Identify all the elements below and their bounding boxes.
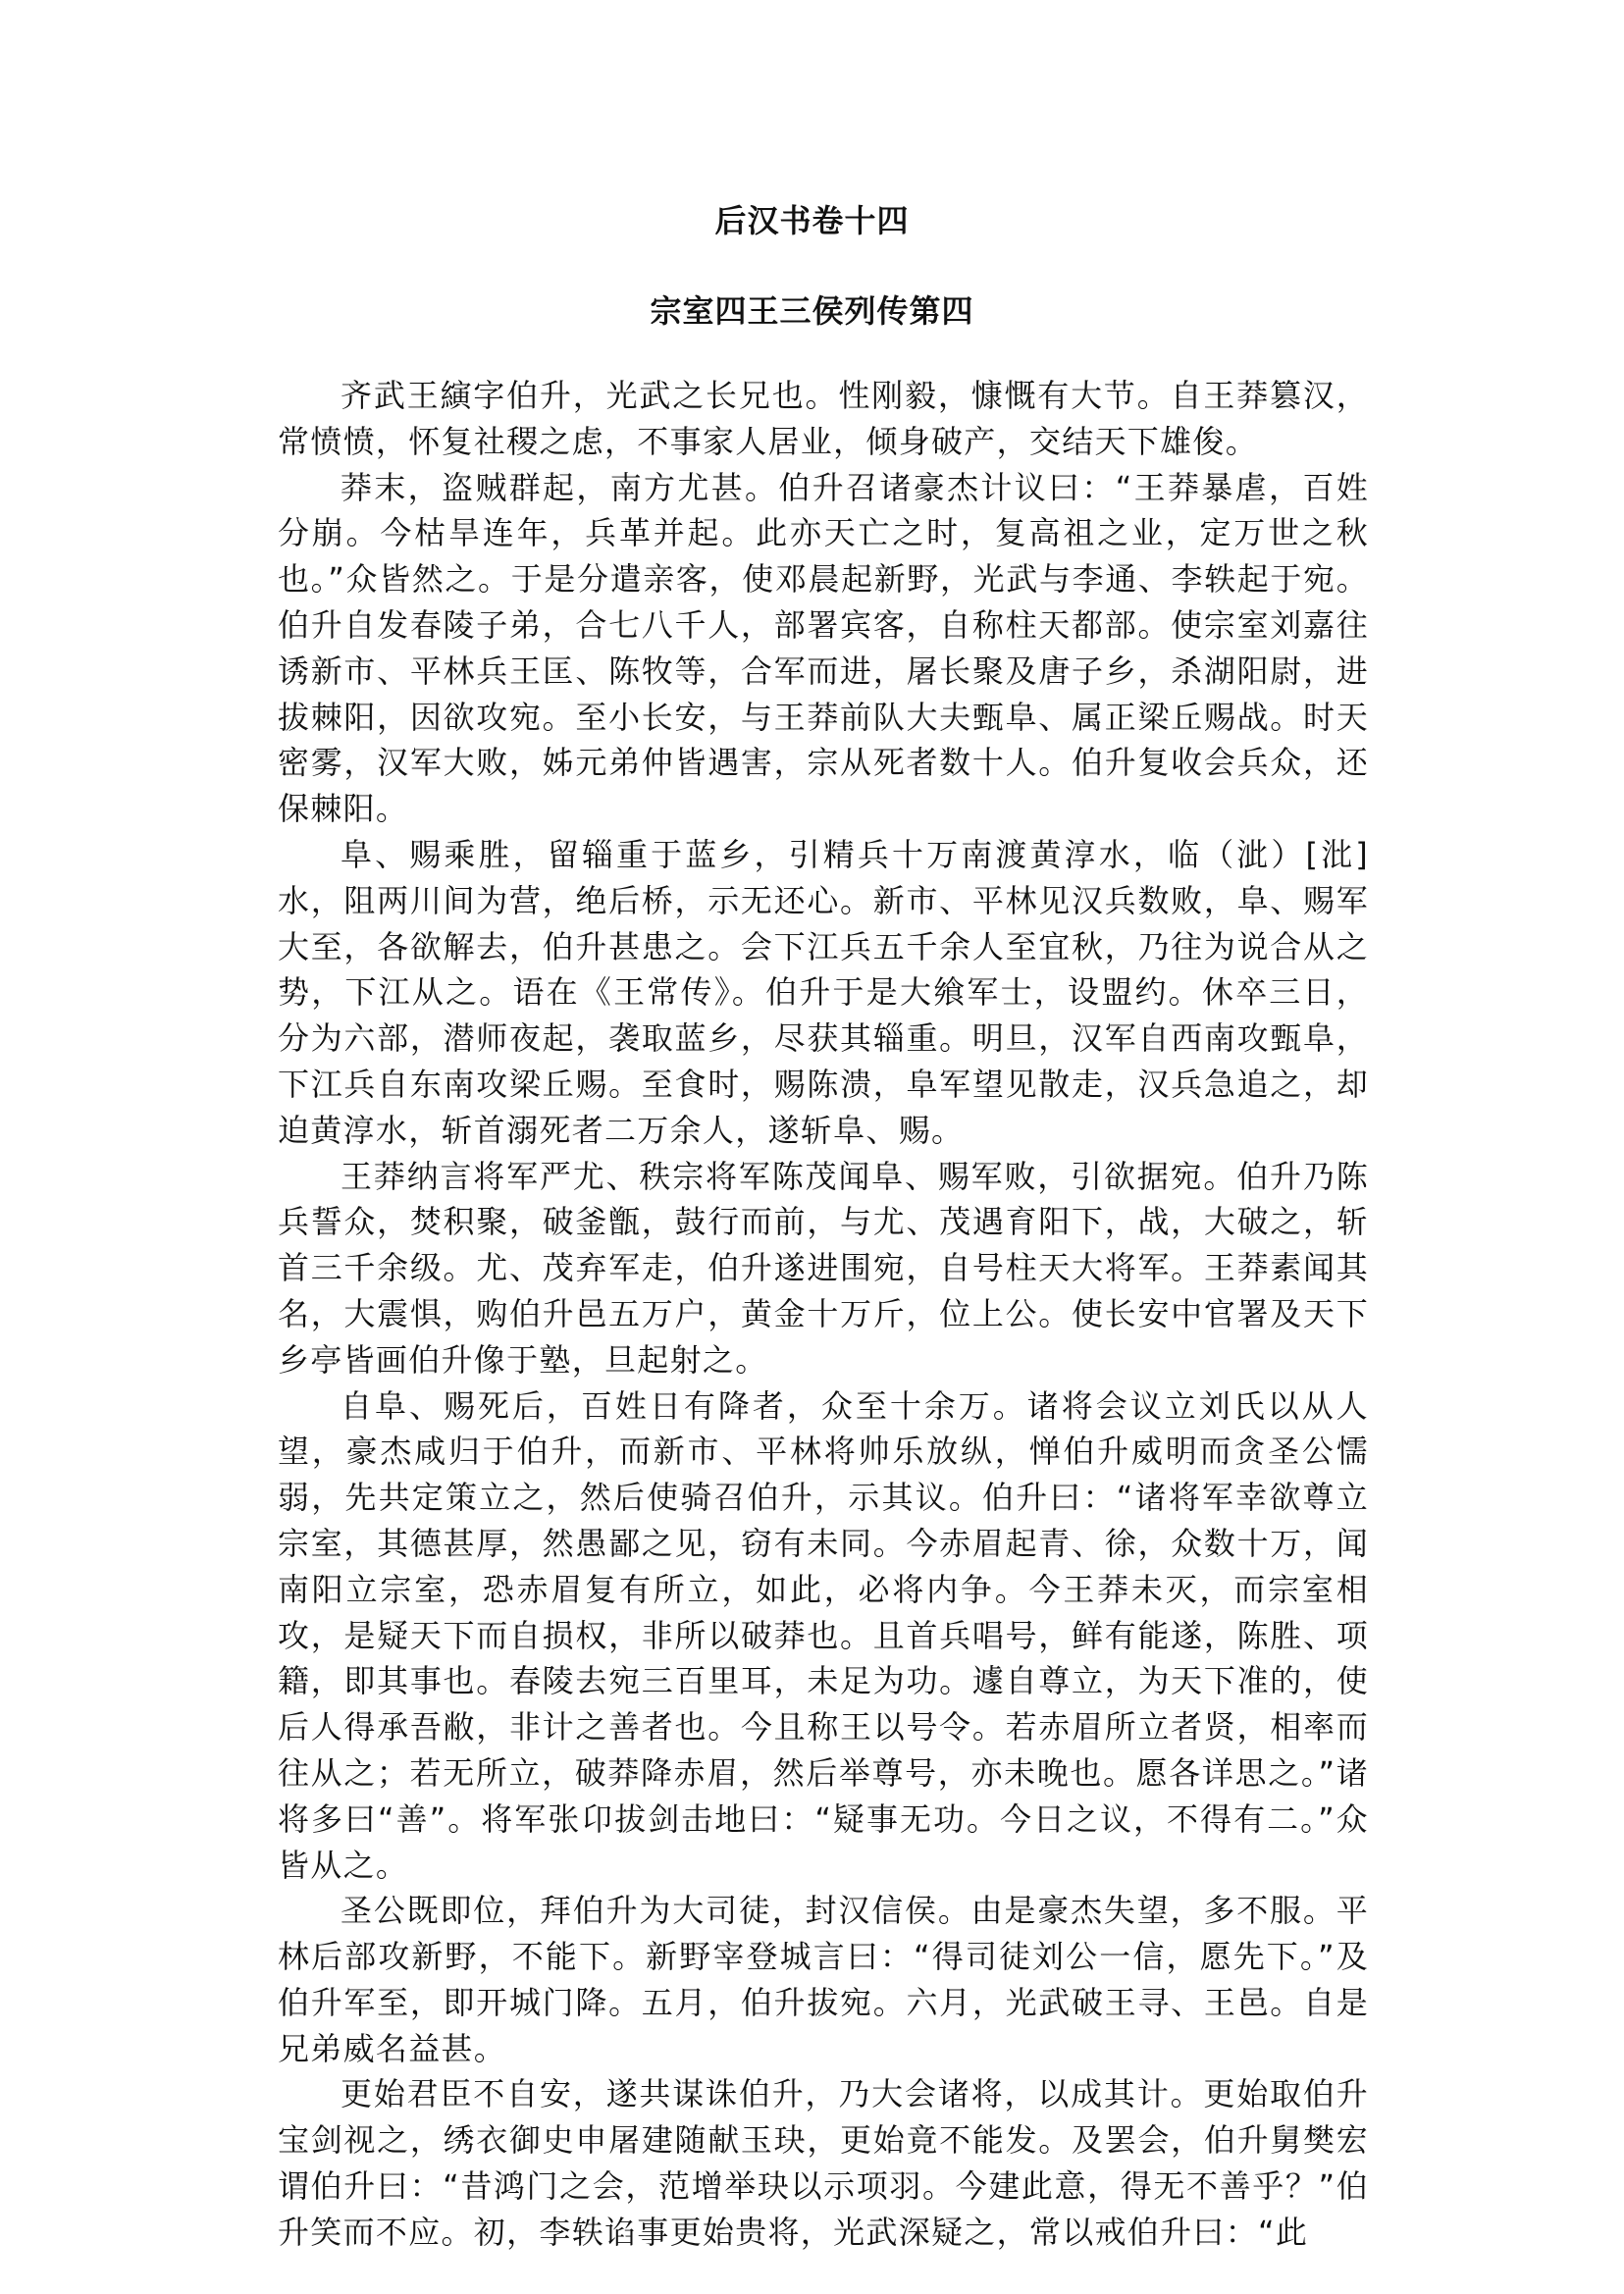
paragraph-5: 自阜、赐死后，百姓日有降者，众至十余万。诸将会议立刘氏以从人望，豪杰咸归于伯升，而新市、平林将帅乐放纵，惮伯升威明而贪圣公懦弱，先共定策立之，然后使骑召伯升，示其议。伯升曰：“诸将军幸欲尊立宗室，其德甚厚，然愚鄙之见，窃有未同。今赤眉起青、徐，众数十万，闻南阳立宗室，恐赤眉复有所立，如此，必将内争。今王莽未灭，而宗室相攻，是疑天下而自损权，非所以破莽也。且首兵唱号，鲜有能遂，陈胜、项籍，即其事也。春陵去宛三百里耳，未足为功。遽自尊立，为天下准的，使后人得承吾敝，非计之善者也。今且称王以号令。若赤眉所立者贤，相率而往从之；若无所立，破莽降赤眉，然后举尊号，亦未晚也。愿各详思之。”诸将多曰“善”。将军张卬拔剑击地曰：“疑事无功。今日之议，不得有二。”众皆从之。 bbox=[278, 1386, 1369, 1884]
book-title: 后汉书卷十四 bbox=[714, 202, 910, 239]
paragraph-6: 圣公既即位，拜伯升为大司徒，封汉信侯。由是豪杰失望，多不服。平林后部攻新野，不能下。新野宰登城言曰：“得司徒刘公一信，愿先下。”及伯升军至，即开城门降。五月，伯升拔宛。六月，光武破王寻、王邑。自是兄弟威名益甚。 bbox=[278, 1892, 1369, 2067]
paragraph-4: 王莽纳言将军严尤、秩宗将军陈茂闻阜、赐军败，引欲据宛。伯升乃陈兵誓众，焚积聚，破釜甑，鼓行而前，与尤、茂遇育阳下，战，大破之，斩首三千余级。尤、茂弃军走，伯升遂进围宛，自号柱天大将军。王莽素闻其名，大震惧，购伯升邑五万户，黄金十万斤，位上公。使长安中官署及天下乡亭皆画伯升像于塾，旦起射之。 bbox=[278, 1157, 1369, 1379]
body-text bbox=[278, 373, 1369, 2256]
paragraph-2: 莽末，盗贼群起，南方尤甚。伯升召诸豪杰计议曰：“王莽暴虐，百姓分崩。今枯旱连年，兵革并起。此亦天亡之时，复高祖之业，定万世之秋也。”众皆然之。于是分遣亲客，使邓晨起新野，光武与李通、李轶起于宛。伯升自发春陵子弟，合七八千人，部署宾客，自称柱天都部。使宗室刘嘉往诱新市、平林兵王匡、陈牧等，合军而进，屠长聚及唐子乡，杀湖阳尉，进拔棘阳，因欲攻宛。至小长安，与王莽前队大夫甄阜、属正梁丘赐战。时天密雾，汉军大败，姊元弟仲皆遇害，宗从死者数十人。伯升复收会兵众，还保棘阳。 bbox=[278, 468, 1369, 828]
paragraph-1: 齐武王縯字伯升，光武之长兄也。性刚毅，慷慨有大节。自王莽篡汉，常愤愤，怀复社稷之虑，不事家人居业，倾身破产，交结天下雄俊。 bbox=[278, 377, 1369, 460]
paragraph-7: 更始君臣不自安，遂共谋诛伯升，乃大会诸将，以成其计。更始取伯升宝剑视之，绣衣御史申屠建随献玉玦，更始竟不能发。及罢会，伯升舅樊宏谓伯升曰：“昔鸿门之会，范增举玦以示项羽。今建此意，得无不善乎？”伯升笑而不应。初，李轶谄事更始贵将，光武深疑之，常以戒伯升曰：“此 bbox=[278, 2075, 1369, 2251]
chapter-title: 宗室四王三侯列传第四 bbox=[650, 292, 974, 330]
paragraph-3: 阜、赐乘胜，留辎重于蓝乡，引精兵十万南渡黄淳水，临（泚）[沘]水，阻两川间为营，绝后桥，示无还心。新市、平林见汉兵数败，阜、赐军大至，各欲解去，伯升甚患之。会下江兵五千余人至宜秋，乃往为说合从之势，下江从之。语在《王常传》。伯升于是大飨军士，设盟约。休卒三日，分为六部，潜师夜起，袭取蓝乡，尽获其辎重。明旦，汉军自西南攻甄阜，下江兵自东南攻梁丘赐。至食时，赐陈溃，阜军望见散走，汉兵急追之，却迫黄淳水，斩首溺死者二万余人，遂斩阜、赐。 bbox=[278, 835, 1369, 1149]
